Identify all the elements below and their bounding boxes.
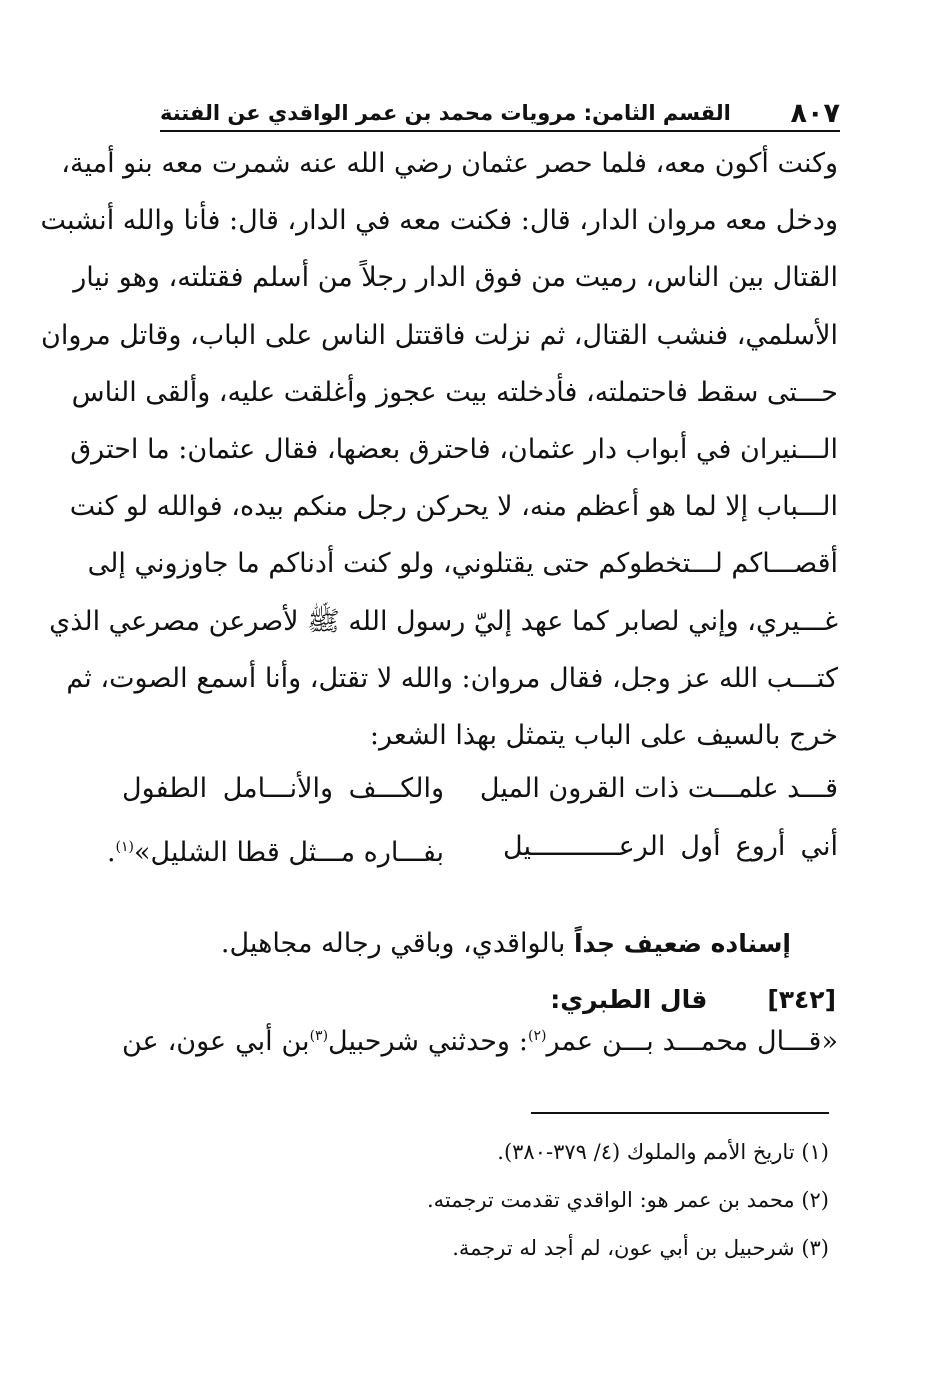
verse-first-hemistich: أني أروع أول الرعـــــــــــيل bbox=[503, 831, 838, 862]
footnote: (١) تاريخ الأمم والملوك (٤/ ٣٧٩-٣٨٠). bbox=[497, 1140, 829, 1164]
footnote-ref: (١) bbox=[115, 839, 134, 855]
verse-line bbox=[106, 818, 838, 876]
hadith-text-b: : وحدثني شرحبيل bbox=[328, 1026, 528, 1057]
body-line: الـــباب إلا لما هو أعظم منه، لا يحركن رجل منكم بيده، فوالله لو كنت bbox=[69, 491, 838, 523]
body-line: أقصـــاكم لـــتخطوكم حتى يقتلوني، ولو كنت أدناكم ما جاوزوني إلى bbox=[87, 548, 838, 580]
body-line: حـــتى سقط فاحتملته، فأدخلته بيت عجوز وأغلقت عليه، وألقى الناس bbox=[71, 376, 838, 408]
hadith-text-line bbox=[122, 1026, 838, 1057]
page-number: ٨٠٧ bbox=[790, 97, 840, 129]
footnote-ref: (٢) bbox=[527, 1028, 547, 1044]
verse-first-hemistich: قـــد علمـــت ذات القرون الميل bbox=[479, 773, 838, 804]
body-line: كتـــب الله عز وجل، فقال مروان: والله لا تقتل، وأنا أسمع الصوت، ثم bbox=[66, 662, 838, 694]
footnotes bbox=[427, 1128, 829, 1272]
verdict-bold: إسناده ضعيف جداً bbox=[573, 929, 791, 958]
body-line: وكنت أكون معه، فلما حصر عثمان رضي الله عنه شمرت معه بنو أمية، bbox=[61, 148, 838, 179]
hadith-heading bbox=[550, 985, 836, 1014]
running-title: القسم الثامن: مرويات محمد بن عمر الواقدي عن الفتنة bbox=[160, 101, 731, 125]
verse-second-hemistich: والكـــف والأنـــامل الطفول bbox=[122, 773, 444, 804]
isnad-verdict bbox=[221, 928, 791, 959]
body-line: الأسلمي، فنشب القتال، ثم نزلت فاقتتل الناس على الباب، وقاتل مروان bbox=[41, 319, 838, 351]
page-header bbox=[160, 96, 840, 130]
footnote-rule bbox=[531, 1112, 829, 1114]
header-rule bbox=[160, 130, 840, 132]
verdict-text: بالواقدي، وباقي رجاله مجاهيل. bbox=[220, 928, 574, 959]
footnote: (٣) شرحبيل بن أبي عون، لم أجد له ترجمة. bbox=[452, 1236, 829, 1260]
body-line: ودخل معه مروان الدار، قال: فكنت معه في الدار، قال: فأنا والله أنشبت bbox=[40, 205, 838, 237]
hadith-text-a: «قـــال محمـــد بـــن عمر bbox=[546, 1026, 838, 1057]
body-line: القتال بين الناس، رميت من فوق الدار رجلاً من أسلم فقتلته، وهو نيار bbox=[73, 262, 838, 294]
verse-second-hemistich bbox=[106, 818, 444, 876]
hadith-text-c: بن أبي عون، عن bbox=[122, 1026, 310, 1057]
footnote: (٢) محمد بن عمر هو: الواقدي تقدمت ترجمته. bbox=[426, 1188, 829, 1212]
verse-second-text: بفـــاره مـــثل قطا الشليل» bbox=[134, 837, 444, 868]
verse-end-mark: . bbox=[106, 837, 116, 868]
footnote-ref: (٣) bbox=[309, 1028, 329, 1044]
body-line: خرج بالسيف على الباب يتمثل بهذا الشعر: bbox=[369, 720, 838, 752]
hadith-source: قال الطبري: bbox=[550, 985, 708, 1014]
hadith-number: [٣٤٢] bbox=[767, 985, 836, 1014]
body-paragraph bbox=[40, 135, 838, 764]
verse-line bbox=[122, 760, 838, 818]
body-line: الـــنيران في أبواب دار عثمان، فاحترق بعضها، فقال عثمان: ما احترق bbox=[70, 434, 838, 466]
body-line: غـــيري، وإني لصابر كما عهد إليّ رسول الله ﷺ لأصرعن مصرعي الذي bbox=[49, 605, 838, 637]
